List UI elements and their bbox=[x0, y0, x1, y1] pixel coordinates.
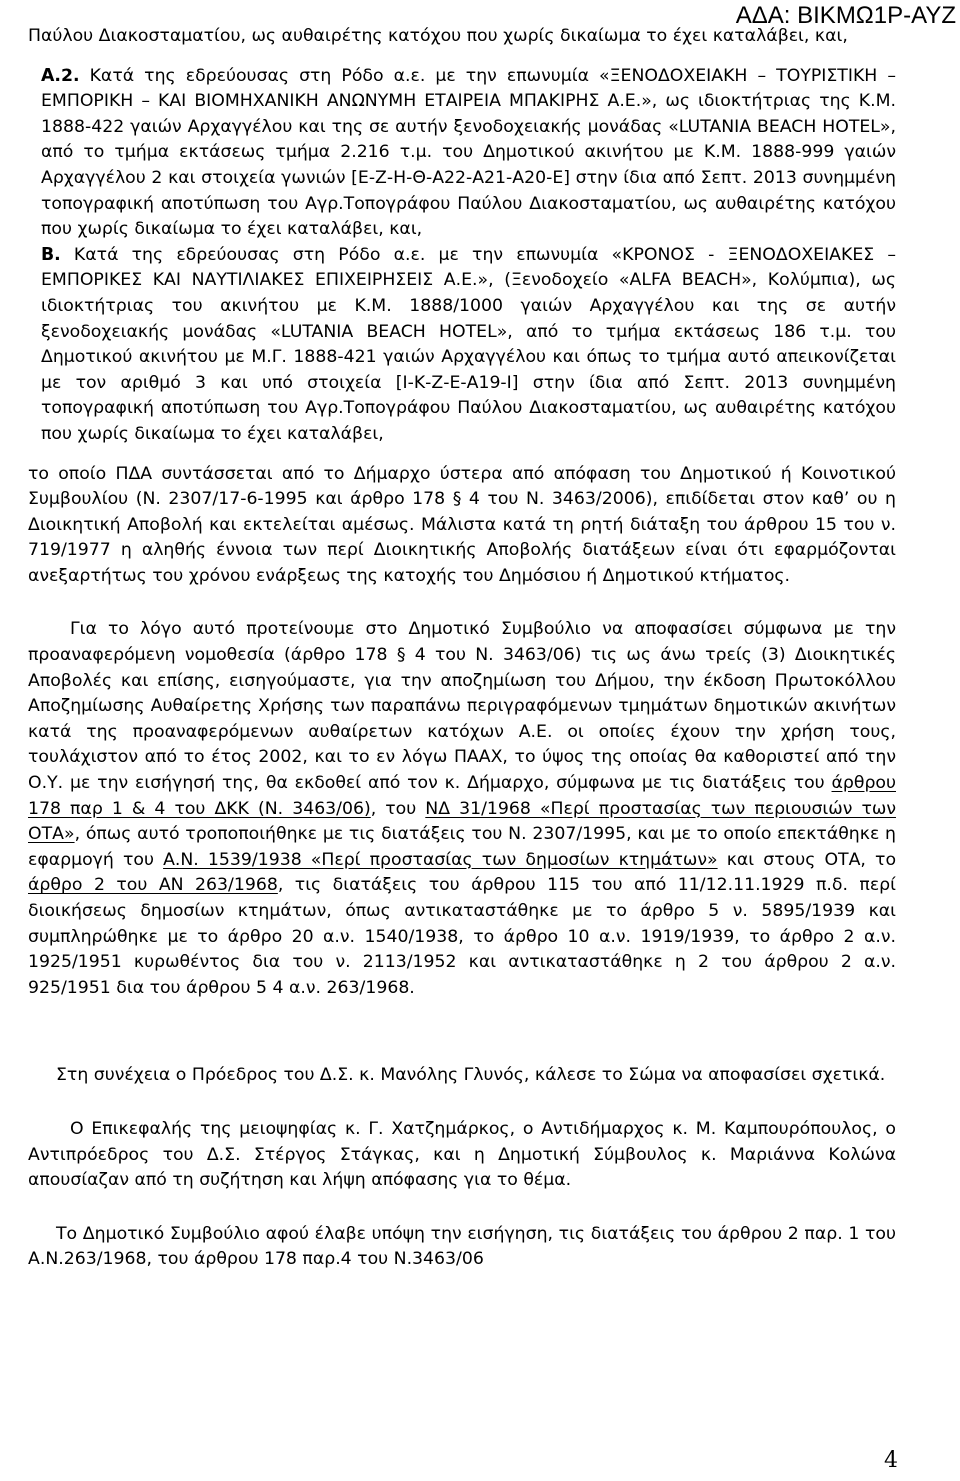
paragraph-a2-label: Α.2. bbox=[41, 65, 80, 86]
absences-text: Ο Επικεφαλής της μειοψηφίας κ. Γ. Χατζημάρκος, ο Αντιδήμαρχος κ. Μ. Καμπουρόπουλος, ο Αντιπρόεδρος του Δ.Σ. Στέργος Στάγκας, και η Δημοτική Σύμβουλος κ. Μαριάννα Κολώνα απουσίαζαν από τη συζήτηση και λήψη απόφασης για το θέμα. bbox=[28, 1118, 896, 1191]
proposal-text-d: και στους ΟΤΑ, το bbox=[717, 849, 897, 870]
page-number: 4 bbox=[884, 1448, 898, 1473]
proposal-ref-law-1: άρθρου 178 παρ 1 & 4 του ΔΚΚ (Ν. 3463/06) bbox=[28, 773, 896, 819]
ada-code: ΑΔΑ: ΒΙΚΜΩ1Ρ-ΑΥΖ bbox=[735, 2, 956, 29]
paragraph-council bbox=[28, 1222, 896, 1273]
proposal-ref-law-2: ΝΔ 31/1968 «Περί προστασίας των περιουσιών των ΟΤΑ» bbox=[28, 798, 896, 845]
paragraph-proposal bbox=[28, 617, 896, 1001]
proposal-text-a: Για το λόγο αυτό προτείνουμε στο Δημοτικό Συμβούλιο να αποφασίσει σύμφωνα με την προαναφερόμενη νομοθεσία (άρθρο 178 § 4 του Ν. 3463/06) τις ως άνω τρείς (3) Διοικητικές Αποβολές και επίσης, εισηγούμαστε, για την αποζημίωση του Δήμου, την έκδοση Πρωτοκόλλου Αποζημίωσης Αυθαίρετης Χρήσης των παραπάνω περιγραφόμενων τμημάτων δημοτικών ακινήτων κατά της προαναφερόμενων αυθαίρετων κατόχων Α.Ε. οι οποίες έχουν την χρήση τους, τουλάχιστον από το έτος 2002, και το εν λόγω ΠΑΑΧ, το ύψος της οποίας θα καθοριστεί από την Ο.Υ. με την εισήγησή της, θα εκδοθεί από τον κ. Δήμαρχο, σύμφωνα με τις διατάξεις του bbox=[28, 619, 896, 794]
paragraph-b bbox=[28, 243, 896, 448]
council-text: Το Δημοτικό Συμβούλιο αφού έλαβε υπόψη την εισήγηση, τις διατάξεις του άρθρου 2 παρ. 1 του Α.Ν.263/1968, του άρθρου 178 παρ.4 του Ν.3463/06 bbox=[28, 1223, 896, 1270]
paragraph-absences bbox=[28, 1117, 896, 1194]
proposal-text-b: , του bbox=[370, 798, 426, 819]
proposal-text-c: , όπως αυτό τροποποιήθηκε με τις διατάξεις του Ν. 2307/1995, και με το οποίο επεκτάθηκε η εφαρμογή του bbox=[28, 824, 896, 870]
paragraph-pda: το οποίο ΠΔΑ συντάσσεται από το Δήμαρχο ύστερα από απόφαση του Δημοτικού ή Κοινοτικού Συμβουλίου (Ν. 2307/17-6-1995 και άρθρο 178 § 4 του Ν. 3463/2006), επιδίδεται στον καθ’ ου η Διοικητική Αποβολή και εκτελείται αμέσως. Μάλιστα κατά τη ρητή διάταξη του άρθρου 15 του ν. 719/1977 η αληθής έννοια των περί Διοικητικής Αποβολής διατάξεων είναι ότι εφαρμόζονται ανεξαρτήτως του χρόνου ενάρξεως της κατοχής του Δημόσιου ή Δημοτικού κτήματος. bbox=[28, 463, 896, 586]
paragraph-b-text: Κατά της εδρεύουσας στη Ρόδο α.ε. με την επωνυμία «ΚΡΟΝΟΣ - ΞΕΝΟΔΟΧΕΙΑΚΕΣ – ΕΜΠΟΡΙΚΕΣ ΚΑΙ ΝΑΥΤΙΛΙΑΚΕΣ ΕΠΙΧΕΙΡΗΣΕΙΣ Α.Ε.», (Ξενοδοχείο «ALFA BEACH», Κολύμπια), ως ιδιοκτήτριας του ακινήτου με Κ.Μ. 1888/1000 γαιών Αρχαγγέλου και της σε αυτήν ξενοδοχειακής μονάδας «LUTANIA BEACH HOTEL», από το τμήμα εκτάσεως 186 τ.μ. του Δημοτικού ακινήτου με Μ.Γ. 1888-421 γαιών Αρχαγγέλου και όπως το τμήμα αυτό απεικονίζεται με τον αριθμό 3 και υπό στοιχεία [Ι-Κ-Ζ-Ε-Α19-Ι] στην ίδια από Σεπτ. 2013 συνημμένη τοπογραφική αποτύπωση του Αγρ.Τοπογράφου Παύλου Διακοσταματίου, ως αυθαιρέτης κατόχου που χωρίς δικαίωμα το έχει καταλάβει, bbox=[41, 244, 896, 444]
proposal-text-e: , τις διατάξεις του άρθρου 115 του από 11/12.11.1929 π.δ. περί διοικήσεως δημοσίων κτημάτων, όπως αντικαταστάθηκε με το άρθρο 5 ν. 5895/1939 και συμπληρώθηκε με το άρθρο 20 α.ν. 1540/1938, το άρθρο 10 α.ν. 1919/1939, το άρθρο 2 α.ν. 1925/1951 κυρωθέντος δια του ν. 2113/1952 και αντικαταστάθηκε η 2 του άρθρου 2 α.ν. 925/1951 δια του άρθρου 5 4 α.ν. 263/1968. bbox=[28, 875, 896, 998]
paragraph-a1-tail: Παύλου Διακοσταματίου, ως αυθαιρέτης κατόχου που χωρίς δικαίωμα το έχει καταλάβει, και, bbox=[28, 26, 848, 46]
document-body bbox=[28, 24, 896, 1273]
proposal-ref-law-4: άρθρο 2 του ΑΝ 263/1968 bbox=[28, 875, 278, 896]
paragraph-a2 bbox=[28, 64, 896, 243]
paragraph-b-label: Β. bbox=[41, 244, 61, 265]
proposal-ref-law-3: Α.Ν. 1539/1938 «Περί προστασίας των δημοσίων κτημάτων» bbox=[163, 849, 718, 870]
chair-text: Στη συνέχεια ο Πρόεδρος του Δ.Σ. κ. Μανόλης Γλυνός, κάλεσε το Σώμα να αποφασίσει σχετικά. bbox=[56, 1065, 886, 1086]
paragraph-chair bbox=[28, 1063, 896, 1089]
paragraph-a2-text: Κατά της εδρεύουσας στη Ρόδο α.ε. με την επωνυμία «ΞΕΝΟΔΟΧΕΙΑΚΗ – ΤΟΥΡΙΣΤΙΚΗ – ΕΜΠΟΡΙΚΗ – ΚΑΙ ΒΙΟΜΗΧΑΝΙΚΗ ΑΝΩΝΥΜΗ ΕΤΑΙΡΕΙΑ ΜΠΑΚΙΡΗΣ Α.Ε.», ως ιδιοκτήτριας της Κ.Μ. 1888-422 γαιών Αρχαγγέλου και της σε αυτήν ξενοδοχειακής μονάδας «LUTANIA BEACH HOTEL», από το τμήμα εκτάσεως τμήμα 2.216 τ.μ. του Δημοτικού ακινήτου με Κ.Μ. 1888-999 γαιών Αρχαγγέλου 2 και στοιχεία γωνιών [Ε-Ζ-Η-Θ-Α22-Α21-Α20-Ε] στην ίδια από Σεπτ. 2013 συνημμένη τοπογραφική αποτύπωση του Αγρ.Τοπογράφου Παύλου Διακοσταματίου, ως αυθαιρέτης κατόχου που χωρίς δικαίωμα το έχει καταλάβει, και, bbox=[41, 65, 896, 240]
